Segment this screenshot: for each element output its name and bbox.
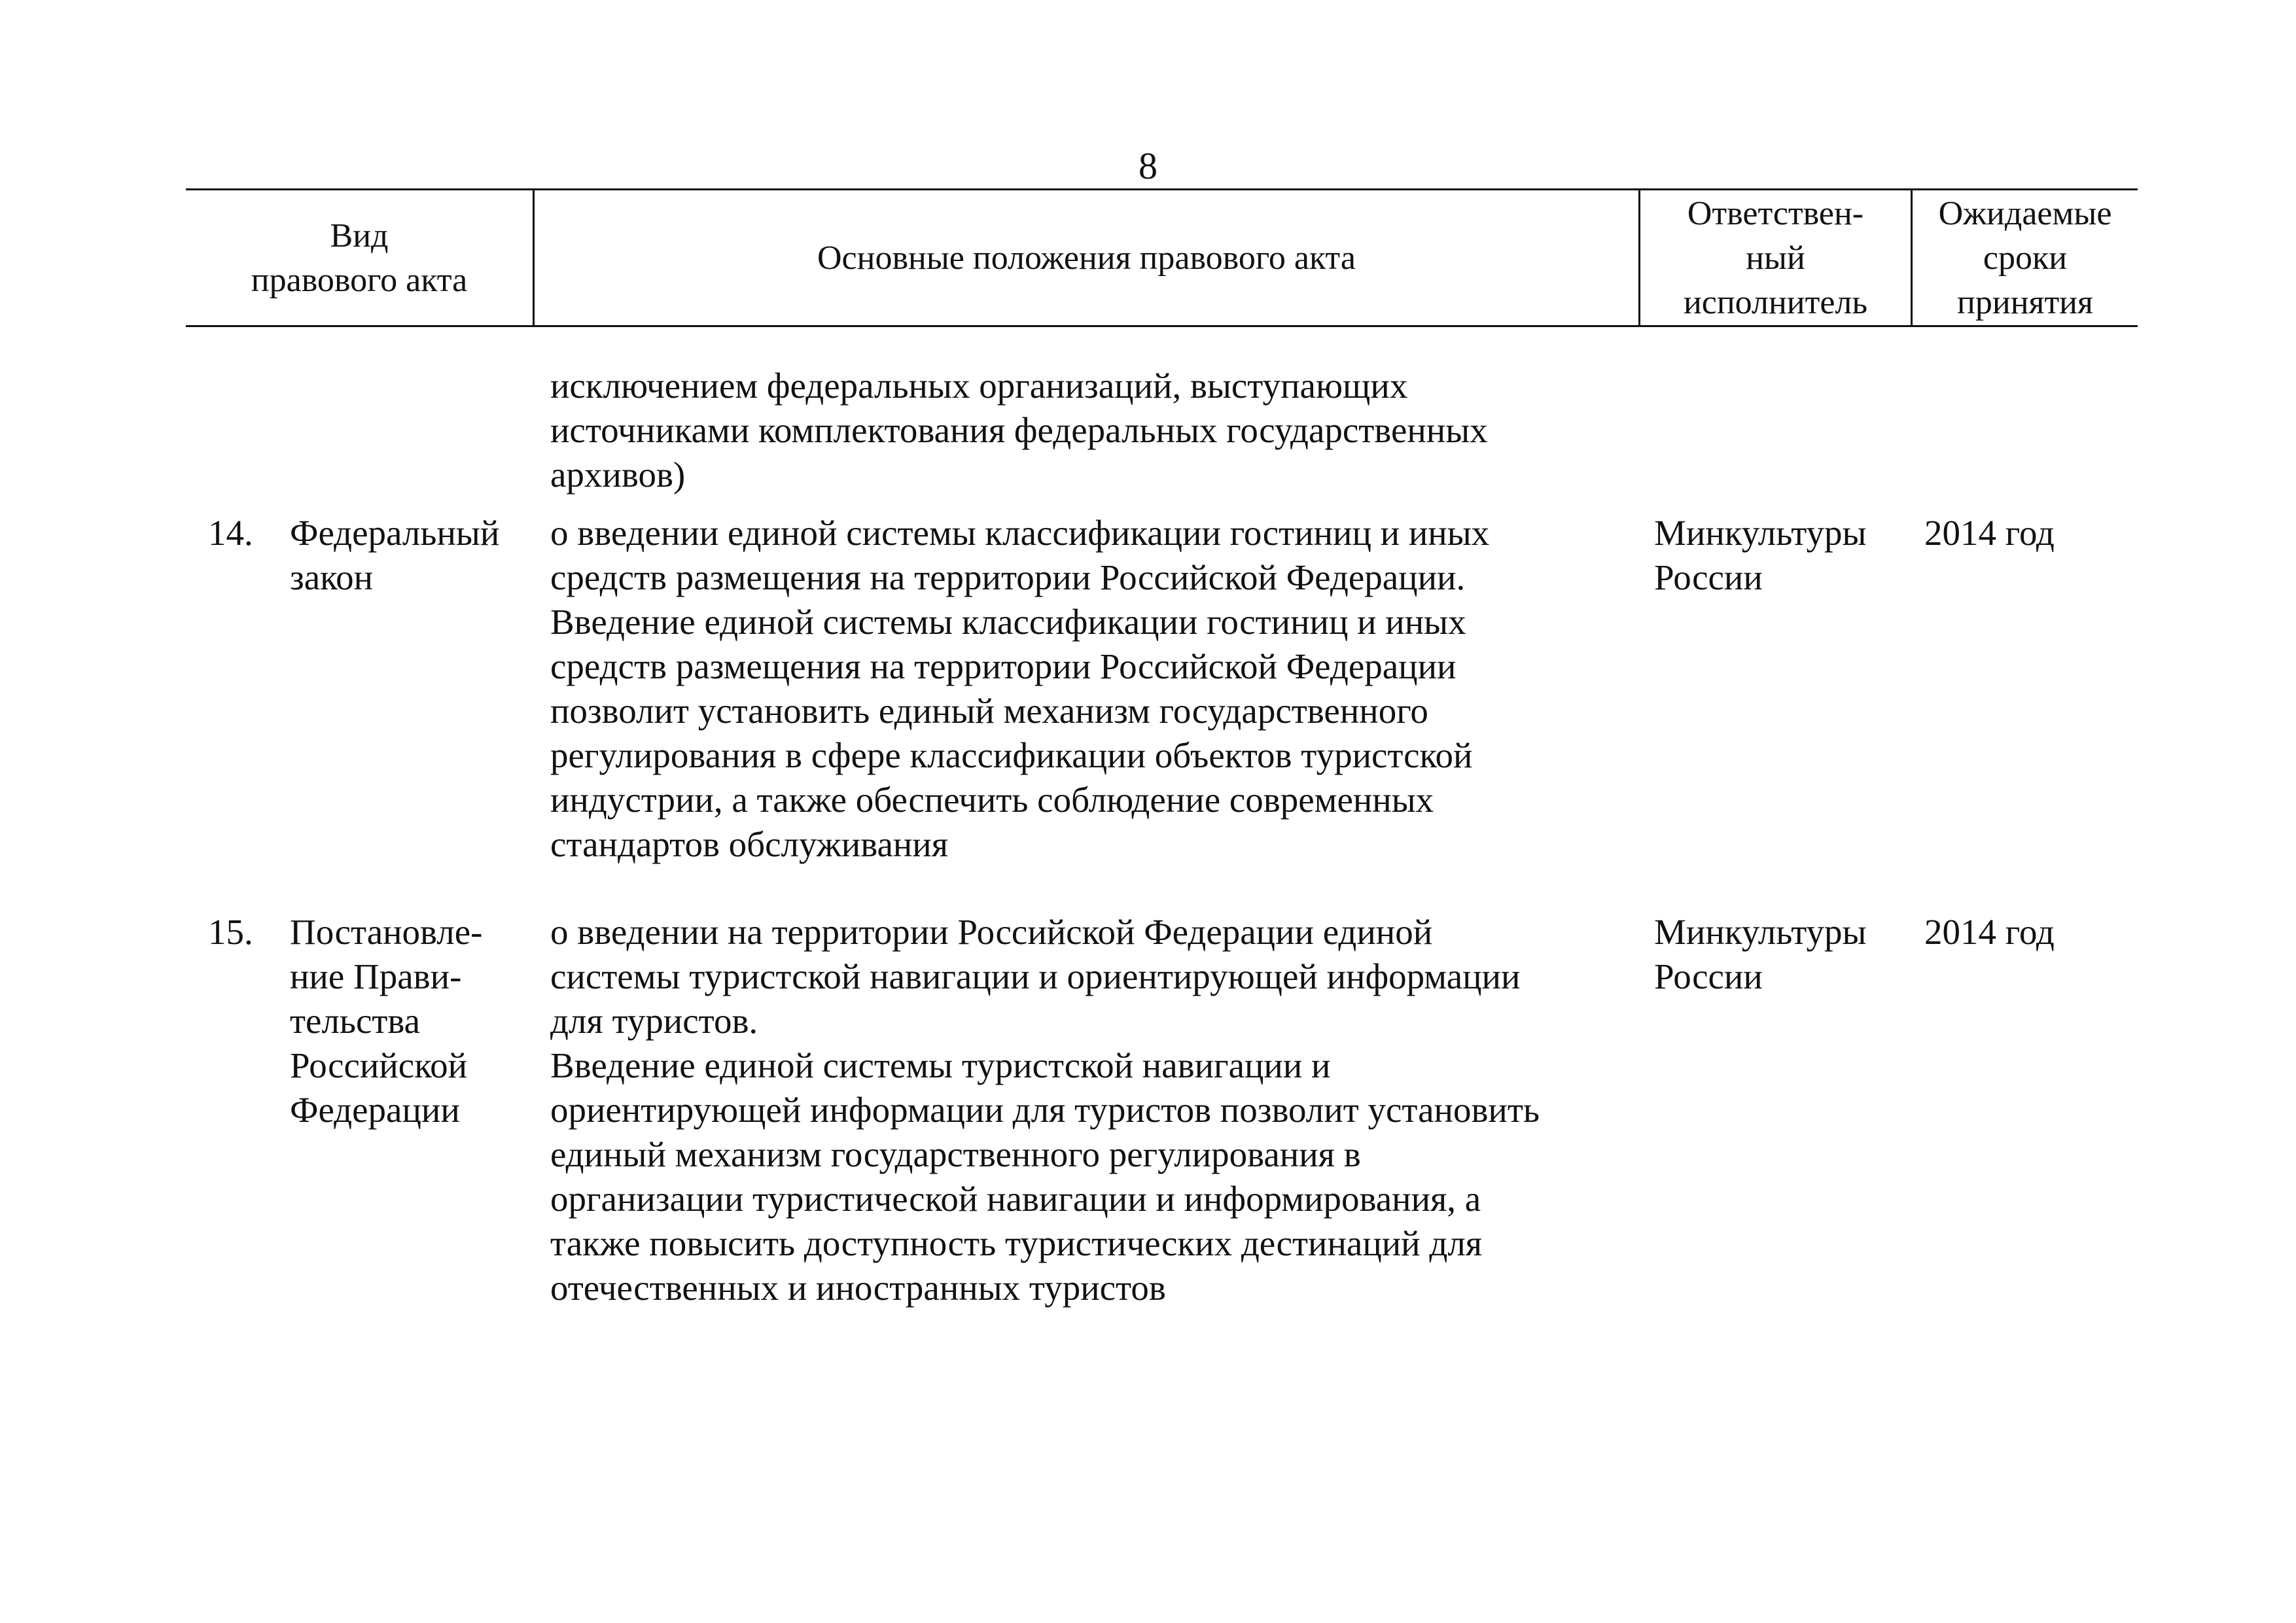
- row-number: 14.: [208, 513, 253, 553]
- row-act-type: Постановле- ние Прави- тельства Российской Федерации: [290, 912, 483, 1130]
- row-executor: Минкультуры России: [1654, 513, 1867, 597]
- header-cell-executor: [1640, 190, 1911, 327]
- row-provisions: о введении на территории Российской Федерации единой системы туристской навигации и ориентирующей информации для туристов. Введение единой системы туристской навигации и ориентирующей информации для туристов позволит установить единый механизм государственного регулирования в организации туристической навигации и информирования, а также повысить доступность туристических дестинаций для отечественных и иностранных туристов: [550, 912, 1540, 1308]
- row-deadline: 2014 год: [1924, 513, 2055, 553]
- header-act-type-label: Вид правового акта: [251, 217, 468, 299]
- header-deadline-label: Ожидаемые сроки принятия: [1938, 195, 2112, 321]
- header-executor-label: Ответствен- ный исполнитель: [1683, 195, 1868, 321]
- page-number: 8: [1139, 145, 1157, 187]
- header-cell-act-type: [186, 190, 533, 327]
- row-number: 15.: [208, 912, 253, 952]
- row-provisions: о введении единой системы классификации гостиниц и иных средств размещения на территории Российской Федерации. Введение единой системы классификации гостиниц и иных средств размещения на территории Российской Федерации позволит установить единый механизм государственного регулирования в сфере классификации объектов туристской индустрии, а также обеспечить соблюдение современных стандартов обслуживания: [550, 513, 1490, 864]
- continuation-provisions: исключением федеральных организаций, выступающих источниками комплектования федеральных государственных архивов): [550, 366, 1488, 495]
- row-executor: Минкультуры России: [1654, 912, 1867, 996]
- header-cell-deadline: [1913, 190, 2138, 327]
- header-cell-provisions: [535, 190, 1638, 327]
- header-provisions-label: Основные положения правового акта: [817, 239, 1356, 277]
- row-deadline: 2014 год: [1924, 912, 2055, 952]
- row-act-type: Федеральный закон: [290, 513, 500, 597]
